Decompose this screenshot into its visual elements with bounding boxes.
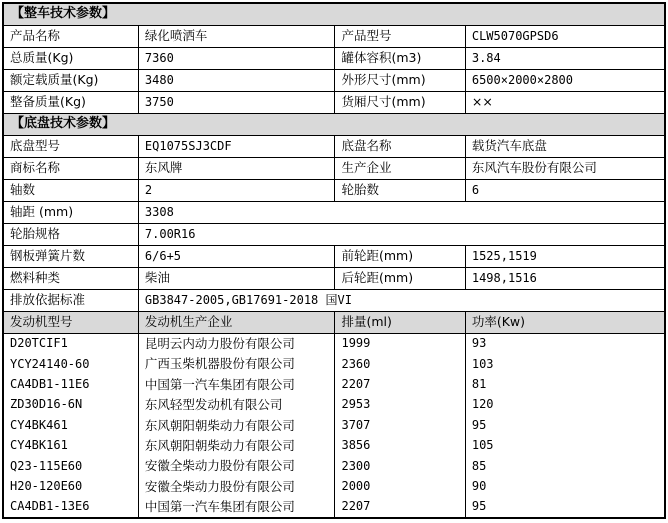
table-row [3, 202, 665, 224]
param-value: 6 [465, 180, 665, 202]
param-label: 后轮距(mm) [335, 268, 465, 290]
engine-model: Q23-115E60 [3, 456, 138, 476]
param-label: 排放依据标准 [3, 290, 138, 312]
engine-row [3, 456, 665, 476]
engine-model: D20TCIF1 [3, 334, 138, 355]
param-label: 外形尺寸(mm) [335, 70, 465, 92]
engine-power: 95 [465, 497, 665, 518]
param-label: 货厢尺寸(mm) [335, 92, 465, 114]
engine-row [3, 375, 665, 395]
section-header-chassis: 【底盘技术参数】 [3, 114, 665, 136]
param-label: 底盘型号 [3, 136, 138, 158]
param-value: 绿化喷洒车 [138, 26, 335, 48]
engine-row [3, 477, 665, 497]
engine-displacement: 3707 [335, 416, 465, 436]
engine-displacement: 2953 [335, 395, 465, 415]
engine-model: YCY24140-60 [3, 354, 138, 374]
table-row [3, 290, 665, 312]
param-value: 柴油 [138, 268, 335, 290]
param-label: 轴距 (mm) [3, 202, 138, 224]
param-label: 整备质量(Kg) [3, 92, 138, 114]
table-row [3, 268, 665, 290]
engine-model: H20-120E60 [3, 477, 138, 497]
table-row [3, 92, 665, 114]
param-label: 产品型号 [335, 26, 465, 48]
param-value: 7.00R16 [138, 224, 665, 246]
param-value: 2 [138, 180, 335, 202]
engine-power: 93 [465, 334, 665, 355]
param-label: 底盘名称 [335, 136, 465, 158]
param-value: 东风汽车股份有限公司 [465, 158, 665, 180]
table-row [3, 224, 665, 246]
engine-header-power: 功率(Kw) [465, 312, 665, 334]
engine-power: 95 [465, 416, 665, 436]
engine-header-row [3, 312, 665, 334]
engine-model: CY4BK461 [3, 416, 138, 436]
engine-row [3, 395, 665, 415]
engine-model: CY4BK161 [3, 436, 138, 456]
engine-displacement: 3856 [335, 436, 465, 456]
param-value: 3308 [138, 202, 665, 224]
engine-manufacturer: 中国第一汽车集团有限公司 [138, 375, 335, 395]
engine-manufacturer: 广西玉柴机器股份有限公司 [138, 354, 335, 374]
engine-row [3, 497, 665, 518]
param-value: 东风牌 [138, 158, 335, 180]
engine-model: CA4DB1-13E6 [3, 497, 138, 518]
engine-power: 103 [465, 354, 665, 374]
engine-header-manufacturer: 发动机生产企业 [138, 312, 335, 334]
engine-power: 105 [465, 436, 665, 456]
engine-power: 85 [465, 456, 665, 476]
engine-manufacturer: 安徽全柴动力股份有限公司 [138, 456, 335, 476]
param-value: 7360 [138, 48, 335, 70]
param-label: 轮胎数 [335, 180, 465, 202]
param-value: 3480 [138, 70, 335, 92]
param-value: EQ1075SJ3CDF [138, 136, 335, 158]
spec-table [2, 2, 666, 519]
engine-row [3, 436, 665, 456]
engine-model: CA4DB1-11E6 [3, 375, 138, 395]
section-header-vehicle: 【整车技术参数】 [3, 3, 665, 26]
engine-power: 90 [465, 477, 665, 497]
engine-model: ZD30D16-6N [3, 395, 138, 415]
param-value: ×× [465, 92, 665, 114]
param-value: 1498,1516 [465, 268, 665, 290]
engine-displacement: 2360 [335, 354, 465, 374]
param-value: 载货汽车底盘 [465, 136, 665, 158]
engine-displacement: 2207 [335, 375, 465, 395]
param-value: CLW5070GPSD6 [465, 26, 665, 48]
param-label: 产品名称 [3, 26, 138, 48]
param-label: 罐体容积(m3) [335, 48, 465, 70]
engine-manufacturer: 东风朝阳朝柴动力有限公司 [138, 436, 335, 456]
engine-header-displacement: 排量(ml) [335, 312, 465, 334]
table-row [3, 246, 665, 268]
engine-manufacturer: 中国第一汽车集团有限公司 [138, 497, 335, 518]
table-row [3, 26, 665, 48]
engine-manufacturer: 东风朝阳朝柴动力有限公司 [138, 416, 335, 436]
table-row [3, 136, 665, 158]
param-label: 轴数 [3, 180, 138, 202]
param-label: 商标名称 [3, 158, 138, 180]
param-label: 前轮距(mm) [335, 246, 465, 268]
param-label: 钢板弹簧片数 [3, 246, 138, 268]
param-label: 轮胎规格 [3, 224, 138, 246]
engine-power: 81 [465, 375, 665, 395]
param-value: GB3847-2005,GB17691-2018 国VI [138, 290, 665, 312]
engine-row [3, 334, 665, 355]
param-value: 1525,1519 [465, 246, 665, 268]
param-label: 燃料种类 [3, 268, 138, 290]
param-value: 3.84 [465, 48, 665, 70]
section-row-vehicle [3, 3, 665, 26]
param-label: 总质量(Kg) [3, 48, 138, 70]
param-value: 6/6+5 [138, 246, 335, 268]
section-row-chassis [3, 114, 665, 136]
table-row [3, 158, 665, 180]
engine-row [3, 354, 665, 374]
engine-manufacturer: 昆明云内动力股份有限公司 [138, 334, 335, 355]
param-label: 生产企业 [335, 158, 465, 180]
engine-manufacturer: 东风轻型发动机有限公司 [138, 395, 335, 415]
param-value: 3750 [138, 92, 335, 114]
engine-header-model: 发动机型号 [3, 312, 138, 334]
engine-displacement: 1999 [335, 334, 465, 355]
engine-displacement: 2207 [335, 497, 465, 518]
engine-displacement: 2000 [335, 477, 465, 497]
engine-displacement: 2300 [335, 456, 465, 476]
table-row [3, 180, 665, 202]
param-label: 额定载质量(Kg) [3, 70, 138, 92]
table-row [3, 48, 665, 70]
engine-manufacturer: 安徽全柴动力股份有限公司 [138, 477, 335, 497]
table-row [3, 70, 665, 92]
engine-row [3, 416, 665, 436]
param-value: 6500×2000×2800 [465, 70, 665, 92]
engine-power: 120 [465, 395, 665, 415]
